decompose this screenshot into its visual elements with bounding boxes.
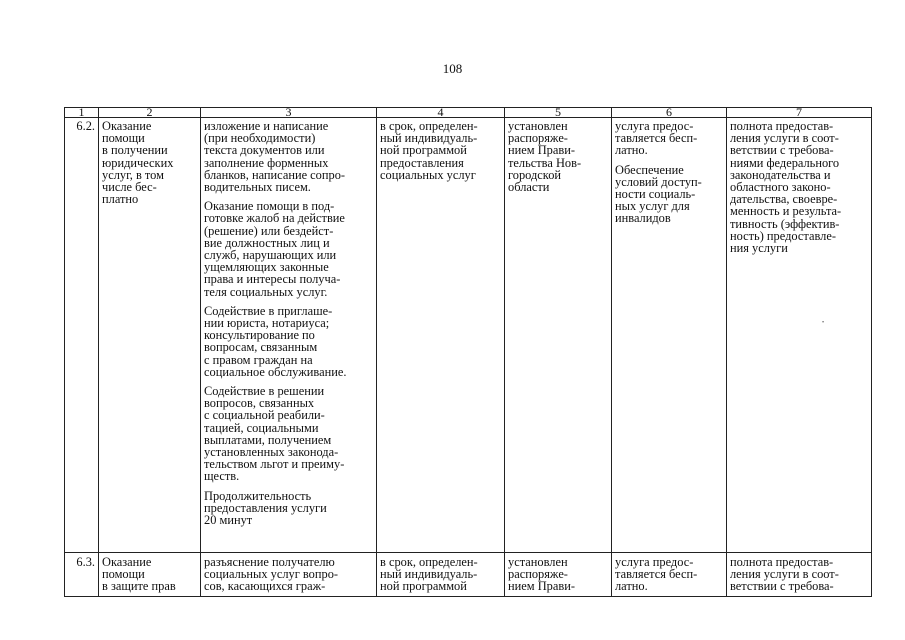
column-header: 3 — [201, 108, 377, 118]
conditions-cell: услуга предос- тавляется бесп- латно. — [612, 553, 727, 597]
content-paragraph: Продолжительность предоставления услуги 20 минут — [204, 488, 327, 528]
column-header: 4 — [377, 108, 505, 118]
quality-cell: полнота предостав- ления услуги в соот- ветствии с требова- — [727, 553, 872, 597]
quality-cell: полнота предостав- ления услуги в соот- ветствии с требова- ниями федерального законодательства и областного законо- дательства, своевре- менность и результа- тивность (эффектив- ность) предоставле- ния услуги — [727, 118, 872, 553]
row-number: 6.3. — [65, 553, 99, 597]
conditions-paragraph: Обеспечение условий доступ- ности социаль- ных услуг для инвалидов — [615, 162, 702, 226]
service-name-cell: Оказание помощи в получении юридических услуг, в том числе бес- платно — [99, 118, 201, 553]
row-number: 6.2. — [65, 118, 99, 553]
column-header: 2 — [99, 108, 201, 118]
table-row — [65, 118, 872, 553]
content-paragraph: изложение и написание (при необходимости) текста документов или заполнение форменных бланков, написание сопро- водительных писем. — [204, 119, 346, 195]
column-number-header-row — [65, 108, 872, 118]
service-name-cell: Оказание помощи в защите прав — [99, 553, 201, 597]
table-row — [65, 553, 872, 597]
content-paragraph: Оказание помощи в под- готовке жалоб на действие (решение) или бездейст- вие должностных лиц и служб, нарушающих или ущемляющих законные права и интересы получа- теля социальных услуг. — [204, 199, 345, 299]
column-header: 6 — [612, 108, 727, 118]
service-content-cell: разъяснение получателю социальных услуг вопро- сов, касающихся граж- — [201, 553, 377, 597]
basis-cell: установлен распоряже- нием Прави- — [505, 553, 612, 597]
basis-cell: установлен распоряже- нием Прави- тельства Нов- городской области — [505, 118, 612, 553]
conditions-paragraph: услуга предос- тавляется бесп- латно. — [615, 119, 698, 158]
conditions-cell — [612, 118, 727, 553]
content-paragraph: Содействие в приглаше- нии юриста, нотариуса; консультирование по вопросам, связанным с правом граждан на социальное обслуживание. — [204, 303, 347, 379]
column-header: 5 — [505, 108, 612, 118]
scan-dot: • — [822, 320, 825, 326]
services-table — [64, 107, 872, 597]
term-cell: в срок, определен- ный индивидуаль- ной программой предоставления социальных услуг — [377, 118, 505, 553]
column-header: 1 — [65, 108, 99, 118]
service-content-cell — [201, 118, 377, 553]
content-paragraph: Содействие в решении вопросов, связанных с социальной реабили- тацией, социальными выплатами, получением установленных законода- тельством льгот и преиму- ществ. — [204, 384, 345, 484]
column-header: 7 — [727, 108, 872, 118]
term-cell: в срок, определен- ный индивидуаль- ной программой — [377, 553, 505, 597]
page-number: 108 — [442, 61, 463, 76]
